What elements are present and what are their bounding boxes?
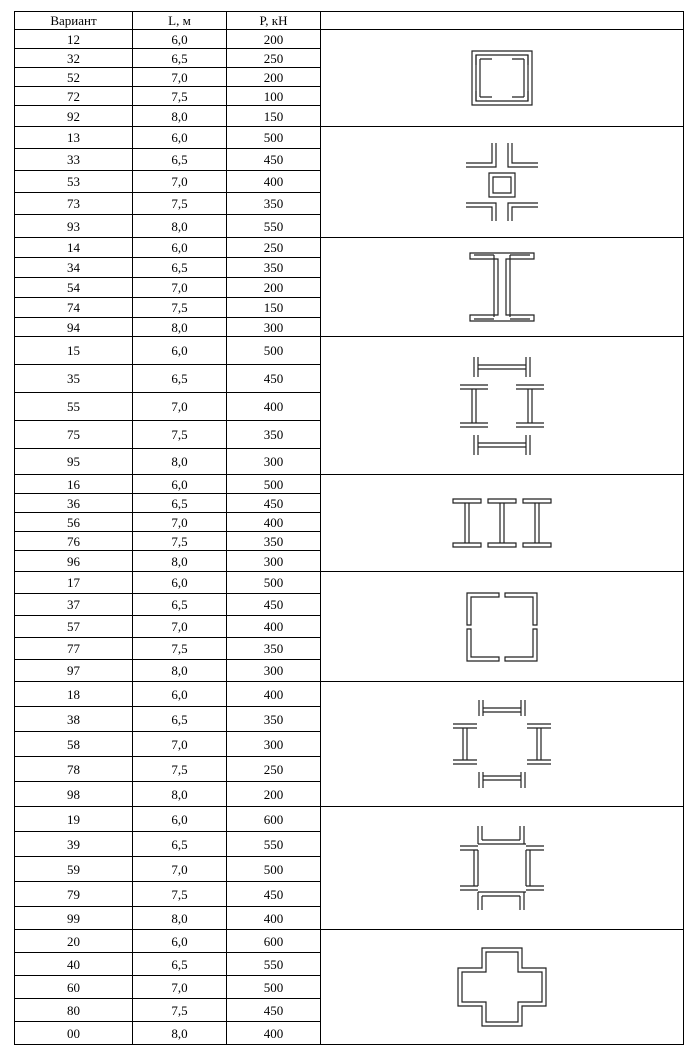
- cell-length: 8,0: [133, 660, 227, 682]
- cell-variant: 55: [15, 393, 133, 421]
- section-figure-cell: [321, 337, 684, 475]
- cell-length: 7,0: [133, 68, 227, 87]
- cell-length: 8,0: [133, 1022, 227, 1045]
- cell-length: 8,0: [133, 907, 227, 930]
- three-i-beams-section-icon: [447, 493, 557, 553]
- cell-load: 550: [227, 953, 321, 976]
- cell-variant: 16: [15, 475, 133, 494]
- cell-length: 7,0: [133, 616, 227, 638]
- cell-length: 6,0: [133, 475, 227, 494]
- cell-length: 7,5: [133, 882, 227, 907]
- section-figure-cell: [321, 807, 684, 930]
- cell-load: 300: [227, 318, 321, 337]
- cell-load: 400: [227, 1022, 321, 1045]
- cell-variant: 56: [15, 513, 133, 532]
- cell-variant: 95: [15, 449, 133, 475]
- cell-variant: 99: [15, 907, 133, 930]
- cell-length: 7,0: [133, 732, 227, 757]
- cell-length: 7,0: [133, 278, 227, 298]
- cell-load: 450: [227, 149, 321, 171]
- box-section-two-channels-icon: [462, 43, 542, 113]
- cell-variant: 32: [15, 49, 133, 68]
- box-section-four-angles-icon: [457, 587, 547, 667]
- cell-load: 250: [227, 238, 321, 258]
- cell-variant: 34: [15, 258, 133, 278]
- table-row: [15, 475, 684, 494]
- header-variant: Вариант: [15, 12, 133, 30]
- header-section: [321, 12, 684, 30]
- cell-variant: 37: [15, 594, 133, 616]
- cell-load: 500: [227, 976, 321, 999]
- cell-load: 150: [227, 106, 321, 127]
- cell-variant: 80: [15, 999, 133, 1022]
- cell-variant: 76: [15, 532, 133, 551]
- cell-length: 7,5: [133, 298, 227, 318]
- cell-variant: 14: [15, 238, 133, 258]
- box-four-i-beams-section-icon: [452, 818, 552, 918]
- cell-load: 500: [227, 475, 321, 494]
- table-row: [15, 337, 684, 365]
- cell-length: 6,5: [133, 494, 227, 513]
- cell-load: 450: [227, 594, 321, 616]
- cell-load: 250: [227, 49, 321, 68]
- cell-variant: 53: [15, 171, 133, 193]
- cell-variant: 60: [15, 976, 133, 999]
- cell-length: 6,5: [133, 149, 227, 171]
- cell-variant: 19: [15, 807, 133, 832]
- cell-variant: 75: [15, 421, 133, 449]
- cell-variant: 93: [15, 215, 133, 238]
- cell-variant: 15: [15, 337, 133, 365]
- cross-section-four-angles-icon: [452, 137, 552, 227]
- cell-load: 200: [227, 782, 321, 807]
- cell-length: 7,0: [133, 857, 227, 882]
- cell-length: 6,5: [133, 49, 227, 68]
- cell-load: 350: [227, 707, 321, 732]
- section-figure-cell: [321, 682, 684, 807]
- cell-length: 8,0: [133, 551, 227, 572]
- cell-load: 400: [227, 513, 321, 532]
- cell-variant: 38: [15, 707, 133, 732]
- cell-load: 350: [227, 638, 321, 660]
- cell-load: 450: [227, 882, 321, 907]
- cell-variant: 33: [15, 149, 133, 171]
- cell-length: 7,5: [133, 193, 227, 215]
- cell-load: 400: [227, 616, 321, 638]
- section-figure-cell: [321, 127, 684, 238]
- cell-length: 6,5: [133, 832, 227, 857]
- cell-length: 6,5: [133, 953, 227, 976]
- cell-load: 550: [227, 832, 321, 857]
- section-figure-cell: [321, 30, 684, 127]
- cell-load: 350: [227, 193, 321, 215]
- cell-variant: 20: [15, 930, 133, 953]
- cell-load: 350: [227, 258, 321, 278]
- table-row: [15, 238, 684, 258]
- cell-load: 350: [227, 532, 321, 551]
- cell-length: 7,5: [133, 532, 227, 551]
- cell-load: 400: [227, 171, 321, 193]
- cell-variant: 17: [15, 572, 133, 594]
- cell-length: 8,0: [133, 106, 227, 127]
- cell-length: 6,0: [133, 807, 227, 832]
- cell-length: 6,5: [133, 258, 227, 278]
- section-figure-cell: [321, 238, 684, 337]
- cell-variant: 13: [15, 127, 133, 149]
- cell-load: 500: [227, 857, 321, 882]
- header-length: L, м: [133, 12, 227, 30]
- cell-length: 7,0: [133, 976, 227, 999]
- cell-variant: 36: [15, 494, 133, 513]
- cell-length: 8,0: [133, 782, 227, 807]
- cell-load: 200: [227, 30, 321, 49]
- cell-variant: 54: [15, 278, 133, 298]
- cell-length: 7,5: [133, 999, 227, 1022]
- cell-length: 8,0: [133, 215, 227, 238]
- cell-variant: 98: [15, 782, 133, 807]
- cell-variant: 74: [15, 298, 133, 318]
- section-figure-cell: [321, 572, 684, 682]
- cell-length: 6,0: [133, 682, 227, 707]
- header-row: [15, 12, 684, 30]
- cell-load: 100: [227, 87, 321, 106]
- cell-variant: 59: [15, 857, 133, 882]
- cell-load: 200: [227, 68, 321, 87]
- cell-length: 6,0: [133, 127, 227, 149]
- cell-variant: 35: [15, 365, 133, 393]
- cell-length: 6,5: [133, 707, 227, 732]
- cell-length: 6,0: [133, 572, 227, 594]
- cell-load: 600: [227, 807, 321, 832]
- cell-variant: 78: [15, 757, 133, 782]
- cell-length: 6,0: [133, 238, 227, 258]
- cell-variant: 96: [15, 551, 133, 572]
- cell-variant: 73: [15, 193, 133, 215]
- variants-table: [14, 11, 684, 1045]
- cell-length: 6,5: [133, 365, 227, 393]
- cell-length: 6,0: [133, 337, 227, 365]
- cell-length: 7,0: [133, 171, 227, 193]
- table-row: [15, 682, 684, 707]
- cell-variant: 52: [15, 68, 133, 87]
- cell-variant: 72: [15, 87, 133, 106]
- cell-load: 450: [227, 999, 321, 1022]
- four-i-beam-box-section-icon: [452, 351, 552, 461]
- cell-load: 300: [227, 551, 321, 572]
- cell-load: 450: [227, 365, 321, 393]
- i-beam-section-icon: [462, 247, 542, 327]
- cell-load: 200: [227, 278, 321, 298]
- cell-variant: 77: [15, 638, 133, 660]
- cell-load: 400: [227, 907, 321, 930]
- cell-load: 550: [227, 215, 321, 238]
- cruciform-box-section-icon: [452, 942, 552, 1032]
- cell-variant: 00: [15, 1022, 133, 1045]
- cell-length: 7,5: [133, 87, 227, 106]
- table-row: [15, 30, 684, 49]
- cell-variant: 12: [15, 30, 133, 49]
- cell-variant: 58: [15, 732, 133, 757]
- cell-load: 450: [227, 494, 321, 513]
- table-row: [15, 572, 684, 594]
- header-load: P, кН: [227, 12, 321, 30]
- cell-variant: 18: [15, 682, 133, 707]
- section-figure-cell: [321, 475, 684, 572]
- cell-load: 300: [227, 732, 321, 757]
- cell-length: 7,0: [133, 393, 227, 421]
- cell-length: 6,5: [133, 594, 227, 616]
- cell-load: 600: [227, 930, 321, 953]
- cell-variant: 39: [15, 832, 133, 857]
- cell-load: 500: [227, 127, 321, 149]
- cell-length: 7,5: [133, 757, 227, 782]
- table-row: [15, 127, 684, 149]
- cell-load: 350: [227, 421, 321, 449]
- cell-variant: 57: [15, 616, 133, 638]
- cell-variant: 97: [15, 660, 133, 682]
- cell-variant: 94: [15, 318, 133, 337]
- cell-length: 7,0: [133, 513, 227, 532]
- cell-load: 500: [227, 337, 321, 365]
- cell-variant: 40: [15, 953, 133, 976]
- cell-variant: 79: [15, 882, 133, 907]
- cell-length: 6,0: [133, 930, 227, 953]
- cell-load: 250: [227, 757, 321, 782]
- cell-load: 300: [227, 660, 321, 682]
- cell-load: 400: [227, 682, 321, 707]
- cell-load: 300: [227, 449, 321, 475]
- cell-variant: 92: [15, 106, 133, 127]
- cell-length: 8,0: [133, 318, 227, 337]
- cell-length: 7,5: [133, 421, 227, 449]
- cell-length: 7,5: [133, 638, 227, 660]
- cell-length: 8,0: [133, 449, 227, 475]
- table-row: [15, 930, 684, 953]
- cell-load: 500: [227, 572, 321, 594]
- table-row: [15, 807, 684, 832]
- octagon-four-i-beams-section-icon: [447, 694, 557, 794]
- section-figure-cell: [321, 930, 684, 1045]
- cell-load: 150: [227, 298, 321, 318]
- cell-length: 6,0: [133, 30, 227, 49]
- cell-load: 400: [227, 393, 321, 421]
